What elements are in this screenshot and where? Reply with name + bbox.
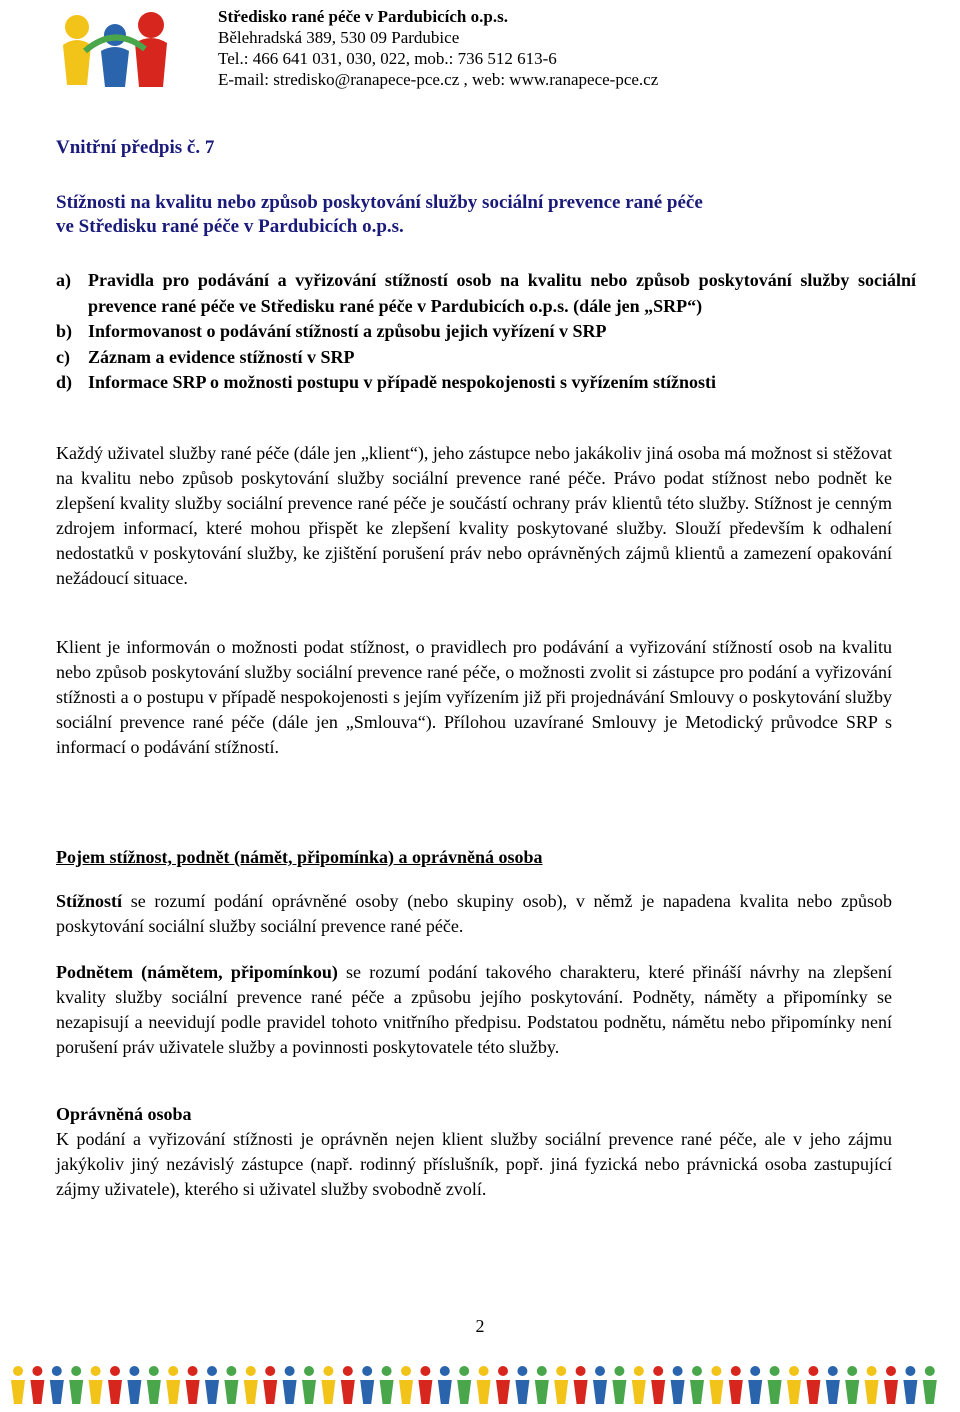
figure-icon xyxy=(826,1366,840,1404)
figure-icon xyxy=(593,1366,607,1404)
figure-icon xyxy=(321,1366,335,1404)
figure-icon xyxy=(477,1366,491,1404)
figure-icon xyxy=(806,1366,820,1404)
definition: K podání a vyřizování stížnosti je oprávněn nejen klient služby sociální prevence rané péče, ale v jeho zájmu jakýkoliv jiný nezávislý zástupce (např. rodinný příslušník, popř. jiná fyzická nebo právnická osoba zastupující zájmy uživatele), kterého si uživatel služby svobodně zvolí. xyxy=(56,1129,892,1199)
letterhead xyxy=(218,6,658,90)
figure-icon xyxy=(418,1366,432,1404)
paragraph-authorized-person xyxy=(56,1102,892,1202)
subtitle-line: Stížnosti na kvalitu nebo způsob poskytování služby sociální prevence rané péče xyxy=(56,192,703,213)
organization-contact: E-mail: stredisko@ranapece-pce.cz , web: www.ranapece-pce.cz xyxy=(218,70,659,89)
figure-icon xyxy=(496,1366,510,1404)
figure-icon xyxy=(30,1366,44,1404)
figure-icon xyxy=(690,1366,704,1404)
figure-icon xyxy=(535,1366,549,1404)
figure-icon xyxy=(263,1366,277,1404)
figure-icon xyxy=(11,1366,25,1404)
figure-icon xyxy=(127,1366,141,1404)
figure-icon xyxy=(612,1366,626,1404)
subtitle-line: ve Středisku rané péče v Pardubicích o.p.s. xyxy=(56,216,404,237)
figure-icon xyxy=(244,1366,258,1404)
paragraph-suggestion-definition xyxy=(56,960,892,1060)
item-letter: a) xyxy=(56,270,71,290)
section-heading: Pojem stížnost, podnět (námět, připomínka) a oprávněná osoba xyxy=(56,847,543,867)
figure-icon xyxy=(380,1366,394,1404)
item-letter: d) xyxy=(56,372,73,392)
item-letter: c) xyxy=(56,346,70,367)
figure-icon xyxy=(768,1366,782,1404)
paragraph-complaint-definition xyxy=(56,889,892,939)
organization-address: Bělehradská 389, 530 09 Pardubice xyxy=(218,28,460,47)
figure-icon xyxy=(283,1366,297,1404)
contents-item xyxy=(56,268,916,319)
figure-icon xyxy=(709,1366,723,1404)
figure-icon xyxy=(884,1366,898,1404)
definition: se rozumí podání oprávněné osoby (nebo skupiny osob), v němž je napadena kvalita nebo způsob poskytování sociální služby sociální prevence rané péče. xyxy=(56,891,892,936)
item-letter: b) xyxy=(56,321,73,341)
item-text: Informovanost o podávání stížností a způsobu jejich vyřízení v SRP xyxy=(88,321,607,341)
organization-phone: Tel.: 466 641 031, 030, 022, mob.: 736 512 613-6 xyxy=(218,49,557,68)
contents-item xyxy=(56,319,916,345)
figure-icon xyxy=(399,1366,413,1404)
figure-icon xyxy=(457,1366,471,1404)
figure-icon xyxy=(729,1366,743,1404)
figure-icon xyxy=(651,1366,665,1404)
contents-list xyxy=(56,268,916,396)
term: Oprávněná osoba xyxy=(56,1104,192,1124)
figure-icon xyxy=(845,1366,859,1404)
term: Podnětem (námětem, připomínkou) xyxy=(56,962,338,982)
item-text: Pravidla pro podávání a vyřizování stížností osob na kvalitu nebo způsob poskytování služby sociální prevence rané péče ve Středisku rané péče v Pardubicích o.p.s. (dále jen „SRP“) xyxy=(88,270,916,316)
figure-icon xyxy=(186,1366,200,1404)
item-text: Záznam a evidence stížností v SRP xyxy=(88,346,355,367)
figure-icon xyxy=(438,1366,452,1404)
figure-icon xyxy=(515,1366,529,1404)
figure-icon xyxy=(166,1366,180,1404)
figure-icon xyxy=(865,1366,879,1404)
figure-icon xyxy=(341,1366,355,1404)
footer-figures-decoration xyxy=(10,1362,950,1407)
figure-icon xyxy=(108,1366,122,1404)
organization-logo xyxy=(55,5,205,95)
figure-icon xyxy=(302,1366,316,1404)
figure-icon xyxy=(50,1366,64,1404)
figure-icon xyxy=(923,1366,937,1404)
figure-icon xyxy=(748,1366,762,1404)
figure-icon xyxy=(224,1366,238,1404)
term: Stížností xyxy=(56,891,123,911)
figure-icon xyxy=(574,1366,588,1404)
figure-icon xyxy=(360,1366,374,1404)
organization-name: Středisko rané péče v Pardubicích o.p.s. xyxy=(218,7,508,26)
paragraph-information: Klient je informován o možnosti podat stížnost, o pravidlech pro podávání a vyřizování stížností osob na kvalitu nebo způsob poskytování služby sociální prevence rané péče, o možnosti zvolit si zástupce pro podání a vyřizování stížnosti a o postupu v případě nespokojenosti s jejím vyřízením již při projednávání Smlouvy o poskytování služby sociální prevence rané péče (dále jen „Smlouva“). Přílohou uzavírané Smlouvy je Metodický průvodce SRP s informací o podávání stížností. xyxy=(56,637,892,757)
page-number: 2 xyxy=(475,1316,485,1336)
figure-icon xyxy=(147,1366,161,1404)
definition: se rozumí podání takového charakteru, které přináší návrhy na zlepšení kvality služby sociální prevence rané péče a způsobu jejího poskytování. Podněty, náměty a připomínky se nezapisují a neevidují podle pravidel tohoto vnitřního předpisu. Podstatou podnětu, námětu nebo připomínky není porušení práv uživatele služby a povinnosti poskytovatele této služby. xyxy=(56,962,893,1057)
paragraph-rights: Každý uživatel služby rané péče (dále jen „klient“), jeho zástupce nebo jakákoliv jiná osoba má možnost si stěžovat na kvalitu nebo způsob poskytování služby sociální prevence rané péče. Právo podat stížnost nebo podnět ke zlepšení kvality služby sociální prevence rané péče je součástí ochrany práv klientů této služby. Stížnost je cenným zdrojem informací, které mohou přispět ke zlepšení kvality poskytované služby. Slouží především k odhalení nedostatků v poskytování služby, ke zjištění porušení práv nebo oprávněných zájmů klientů a zamezení opakování nežádoucí situace. xyxy=(56,443,892,588)
figure-icon xyxy=(554,1366,568,1404)
figure-icon xyxy=(671,1366,685,1404)
figure-icon xyxy=(787,1366,801,1404)
contents-item xyxy=(56,345,916,371)
document-subtitle xyxy=(56,191,916,239)
contents-item xyxy=(56,370,916,396)
figure-icon xyxy=(205,1366,219,1404)
figure-icon xyxy=(69,1366,83,1404)
figure-icon xyxy=(89,1366,103,1404)
figure-icon xyxy=(903,1366,917,1404)
item-text: Informace SRP o možnosti postupu v případě nespokojenosti s vyřízením stížnosti xyxy=(88,372,717,392)
figure-icon xyxy=(632,1366,646,1404)
document-title: Vnitřní předpis č. 7 xyxy=(56,137,215,158)
